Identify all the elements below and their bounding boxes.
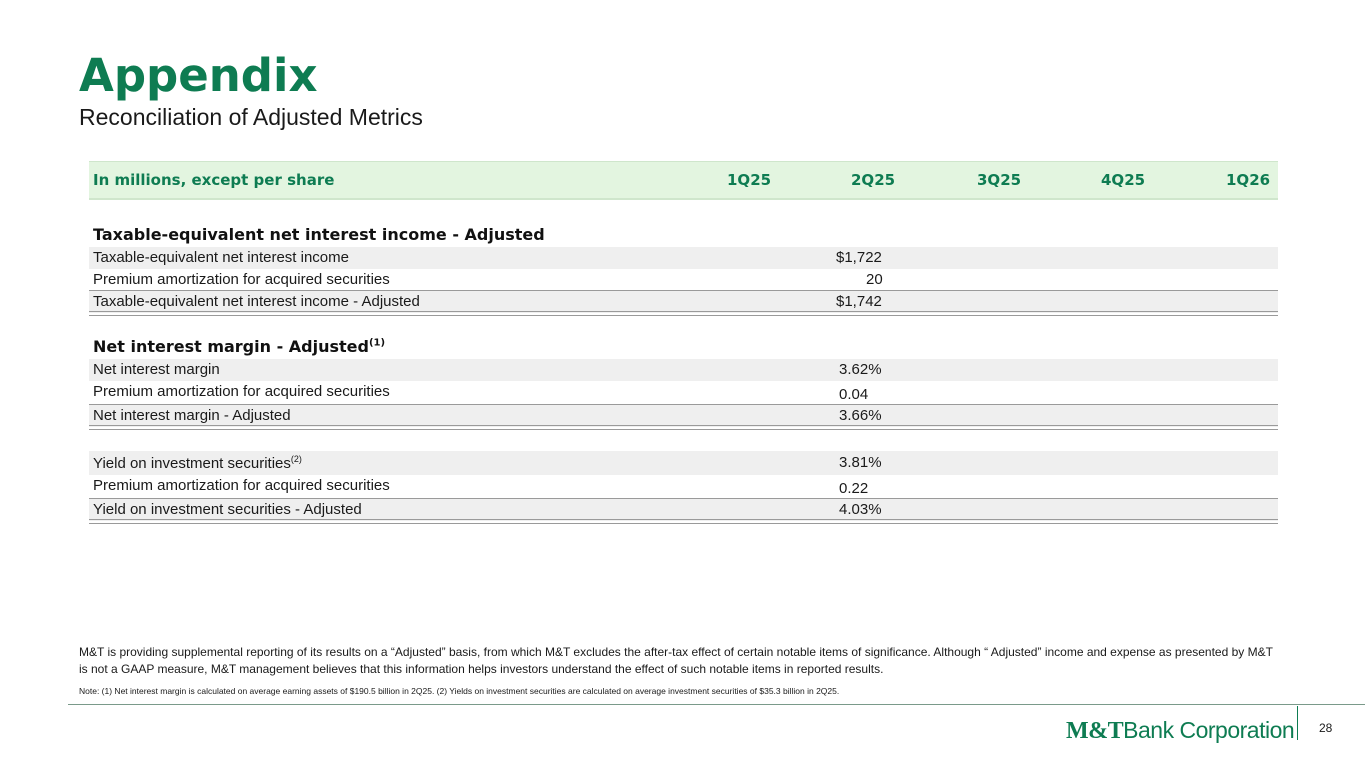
row-value-2q25: 3.81% bbox=[839, 454, 882, 471]
table-row bbox=[89, 290, 1278, 313]
row-label: Premium amortization for acquired securities bbox=[93, 383, 390, 400]
row-label: Yield on investment securities$^{(2)}$ bbox=[93, 454, 302, 472]
section-title-te-nii: Taxable-equivalent net interest income - Adjusted bbox=[93, 225, 545, 244]
row-label: Premium amortization for acquired securities bbox=[93, 271, 390, 288]
row-value-2q25: $1,742 bbox=[836, 293, 882, 310]
footer-vertical-divider bbox=[1297, 706, 1298, 740]
footnote: Note: (1) Net interest margin is calculated on average earning assets of $190.5 billion in 2Q25. (2) Yields on investment securities are calculated on average investment securities of $35.3 billion in 2Q25. bbox=[79, 686, 840, 696]
table-header bbox=[89, 161, 1278, 200]
table-row bbox=[89, 269, 1278, 291]
header-period-1q25: 1Q25 bbox=[727, 171, 772, 189]
row-label: Taxable-equivalent net interest income - Adjusted bbox=[93, 293, 420, 310]
row-value-2q25: 0.04 bbox=[839, 386, 869, 403]
table-row bbox=[89, 404, 1278, 427]
page-subtitle: Reconciliation of Adjusted Metrics bbox=[79, 104, 423, 130]
row-label: Yield on investment securities - Adjusted bbox=[93, 501, 362, 518]
header-label: In millions, except per share bbox=[93, 171, 335, 189]
table-row bbox=[89, 247, 1278, 269]
row-label: Net interest margin - Adjusted bbox=[93, 407, 291, 424]
footer-divider bbox=[68, 704, 1365, 705]
row-label: Premium amortization for acquired securities bbox=[93, 477, 390, 494]
row-value-2q25: $1,722 bbox=[836, 249, 882, 266]
double-rule bbox=[89, 425, 1278, 430]
row-value-2q25: 20 bbox=[866, 271, 883, 288]
mt-bank-logo bbox=[1066, 717, 1294, 745]
table-row bbox=[89, 359, 1278, 381]
header-period-2q25: 2Q25 bbox=[851, 171, 896, 189]
logo-mark: M&T bbox=[1066, 718, 1124, 744]
page-number: 28 bbox=[1319, 721, 1333, 735]
header-period-1q26: 1Q26 bbox=[1226, 171, 1271, 189]
row-value-2q25: 0.22 bbox=[839, 480, 869, 497]
row-value-2q25: 3.62% bbox=[839, 361, 882, 378]
header-period-3q25: 3Q25 bbox=[977, 171, 1022, 189]
table-row bbox=[89, 475, 1278, 497]
header-period-4q25: 4Q25 bbox=[1101, 171, 1146, 189]
row-label: Taxable-equivalent net interest income bbox=[93, 249, 349, 266]
table-row bbox=[89, 498, 1278, 521]
section-title-nim: Net interest margin - Adjusted$^{(1)}$ bbox=[93, 337, 386, 356]
row-value-2q25: 4.03% bbox=[839, 501, 882, 518]
table-row bbox=[89, 451, 1278, 475]
reconciliation-table bbox=[89, 161, 1278, 518]
logo-text: Bank Corporation bbox=[1123, 717, 1295, 743]
row-label: Net interest margin bbox=[93, 361, 220, 378]
page-title: Appendix bbox=[79, 49, 318, 102]
double-rule bbox=[89, 311, 1278, 316]
table-row bbox=[89, 381, 1278, 403]
adjusted-disclaimer: M&T is providing supplemental reporting of its results on a “Adjusted” basis, from which M&T excludes the after-tax effect of certain notable items of significance. Although “ Adjusted” income and expense as presented by M&T is not a GAAP measure, M&T management believes that this information helps investors understand the effect of such notable items in reported results. bbox=[79, 645, 1273, 676]
double-rule bbox=[89, 519, 1278, 524]
row-value-2q25: 3.66% bbox=[839, 407, 882, 424]
